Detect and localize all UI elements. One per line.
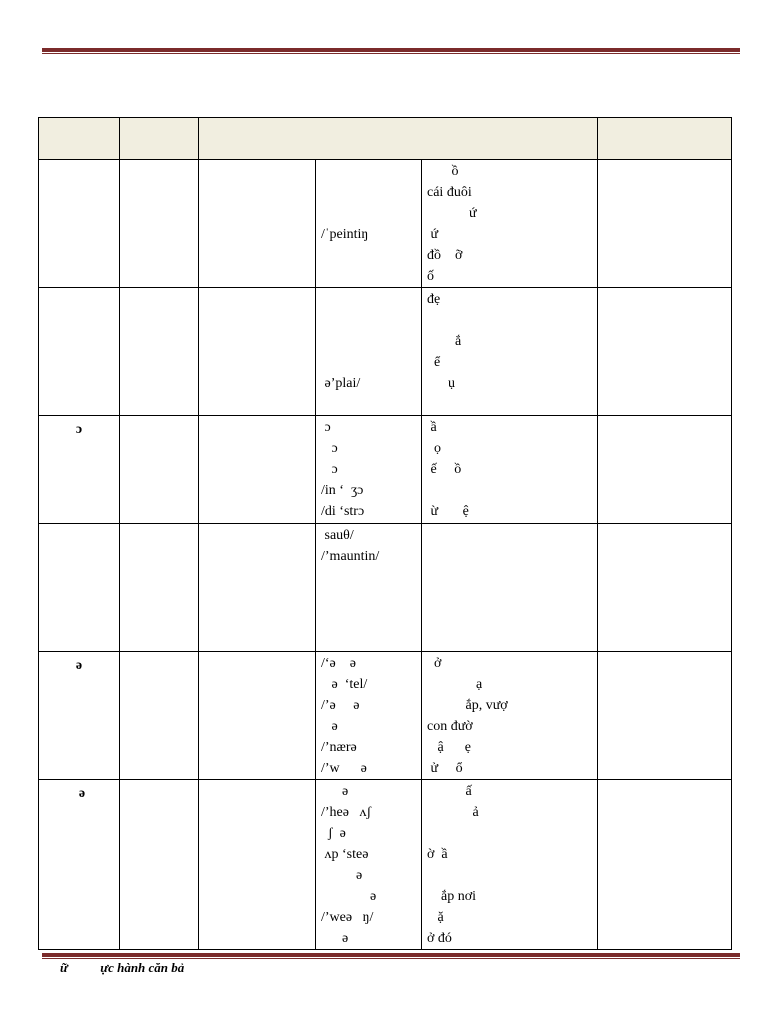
empty-cell [598, 780, 732, 950]
phoneme-symbol: ə [39, 780, 120, 950]
ipa-cell-line: ə [321, 868, 363, 883]
empty-cell [120, 524, 199, 652]
ipa-cell-line [321, 245, 421, 266]
ipa-cell-line [321, 331, 421, 352]
table-row [39, 780, 732, 950]
notes-cell-line [427, 865, 597, 886]
notes-cell-line: ặ [427, 910, 444, 925]
ipa-cell-line: /in ‘ ʒɔ [321, 483, 364, 498]
notes-cell-line: đẹ [427, 292, 441, 307]
ipa-cell [316, 416, 422, 524]
notes-cell-line: ắp, vượ [427, 698, 508, 713]
notes-cell-line [427, 525, 597, 546]
empty-cell [120, 416, 199, 524]
ipa-cell-line: ə [321, 931, 349, 946]
ipa-cell-line: ʃ ə [321, 826, 346, 841]
empty-cell [120, 652, 199, 780]
table-header-row [39, 118, 732, 160]
ipa-cell-line [321, 182, 421, 203]
ipa-cell-line: /’mauntin/ [321, 549, 380, 564]
ipa-cell-line: /’ə ə [321, 698, 360, 713]
empty-cell [199, 288, 316, 416]
ipa-cell-line: ɔ [321, 441, 338, 456]
notes-cell-line: ả [427, 805, 479, 820]
ipa-cell-line: ə [321, 719, 338, 734]
notes-cell-line [427, 546, 597, 567]
ipa-cell-line: ə [321, 889, 377, 904]
empty-cell [199, 416, 316, 524]
empty-cell [199, 524, 316, 652]
ipa-cell [316, 524, 422, 652]
notes-cell-line: ố [427, 269, 434, 284]
notes-cell [422, 652, 598, 780]
empty-cell [120, 780, 199, 950]
empty-cell [598, 288, 732, 416]
empty-cell [120, 160, 199, 288]
ipa-cell-line: /’weə ŋ/ [321, 910, 374, 925]
ipa-cell-line: ʌp ‘steə [321, 847, 369, 862]
notes-cell-line: ậ ẹ [427, 740, 471, 755]
phoneme-symbol [39, 160, 120, 288]
ipa-cell-line: /’nærə [321, 740, 357, 755]
ipa-cell-line: ə’plai/ [321, 376, 361, 391]
ipa-cell-line [321, 352, 421, 373]
ipa-cell-line: ɔ [321, 420, 331, 435]
ipa-cell-line: /’heə ʌʃ [321, 805, 372, 820]
notes-cell-line [427, 823, 597, 844]
header-cell [120, 118, 199, 160]
ipa-cell-line [321, 203, 421, 224]
ipa-cell [316, 652, 422, 780]
empty-cell [199, 652, 316, 780]
header-cell [598, 118, 732, 160]
ipa-cell-line [321, 310, 421, 331]
ipa-cell-line: /ˈpeintiŋ [321, 227, 369, 242]
notes-cell-line: ầ [427, 420, 437, 435]
notes-cell [422, 288, 598, 416]
notes-cell-line: ử ổ [427, 761, 463, 776]
notes-cell-line: ấ [427, 784, 472, 799]
ipa-cell-line: ə [321, 784, 349, 799]
ipa-cell [316, 288, 422, 416]
empty-cell [598, 524, 732, 652]
ipa-cell-line: ɔ [321, 462, 338, 477]
notes-cell-line: ể [427, 355, 441, 370]
footer-text: ữ ực hành căn bả [60, 960, 185, 975]
notes-cell-line: ắp nơi [427, 889, 477, 904]
notes-cell-line: ứ [427, 206, 477, 221]
notes-cell-line: ứ [427, 227, 439, 242]
notes-cell-line: ế ồ [427, 462, 462, 477]
notes-cell-line: ụ [427, 376, 455, 391]
ipa-cell-line: ə ‘tel/ [321, 677, 368, 692]
table-row [39, 288, 732, 416]
header-cell [199, 118, 598, 160]
notes-cell-line: ở đó [427, 931, 452, 946]
ipa-cell-line: /di ‘strɔ [321, 504, 365, 519]
phoneme-symbol: ə [39, 652, 120, 780]
header-cell [39, 118, 120, 160]
ipa-cell [316, 780, 422, 950]
ipa-cell-line [321, 289, 421, 310]
ipa-cell-line: sauθ/ [321, 528, 354, 543]
table-row [39, 160, 732, 288]
empty-cell [199, 780, 316, 950]
ipa-cell-line [321, 266, 421, 287]
notes-cell-line: ắ [427, 334, 462, 349]
empty-cell [598, 652, 732, 780]
table-row [39, 416, 732, 524]
notes-cell [422, 416, 598, 524]
empty-cell [598, 416, 732, 524]
notes-cell-line: ồ [427, 164, 459, 179]
phonetics-table [38, 117, 732, 950]
ipa-cell [316, 160, 422, 288]
notes-cell-line: ạ [427, 677, 483, 692]
ipa-cell-line [321, 161, 421, 182]
phoneme-symbol [39, 524, 120, 652]
empty-cell [199, 160, 316, 288]
notes-cell-line [427, 394, 597, 415]
notes-cell-line: ờ ầ [427, 847, 448, 862]
table-row [39, 524, 732, 652]
notes-cell-line: cái đuôi [427, 185, 472, 200]
notes-cell-line [427, 310, 597, 331]
ipa-cell-line: /‘ə ə [321, 656, 356, 671]
notes-cell [422, 524, 598, 652]
empty-cell [598, 160, 732, 288]
empty-cell [120, 288, 199, 416]
notes-cell-line: ừ ệ [427, 504, 469, 519]
footer-rule [42, 953, 740, 959]
notes-cell-line: ọ [427, 441, 441, 456]
table-row [39, 652, 732, 780]
notes-cell-line: ở [427, 656, 442, 671]
phoneme-symbol: ɔ [39, 416, 120, 524]
notes-cell-line: đồ ỡ [427, 248, 463, 263]
notes-cell [422, 780, 598, 950]
phoneme-symbol [39, 288, 120, 416]
header-rule [42, 48, 740, 54]
notes-cell-line [427, 480, 597, 501]
ipa-cell-line: /’w ə [321, 761, 367, 776]
notes-cell-line: con đườ [427, 719, 473, 734]
ipa-cell-line [321, 394, 421, 415]
notes-cell [422, 160, 598, 288]
